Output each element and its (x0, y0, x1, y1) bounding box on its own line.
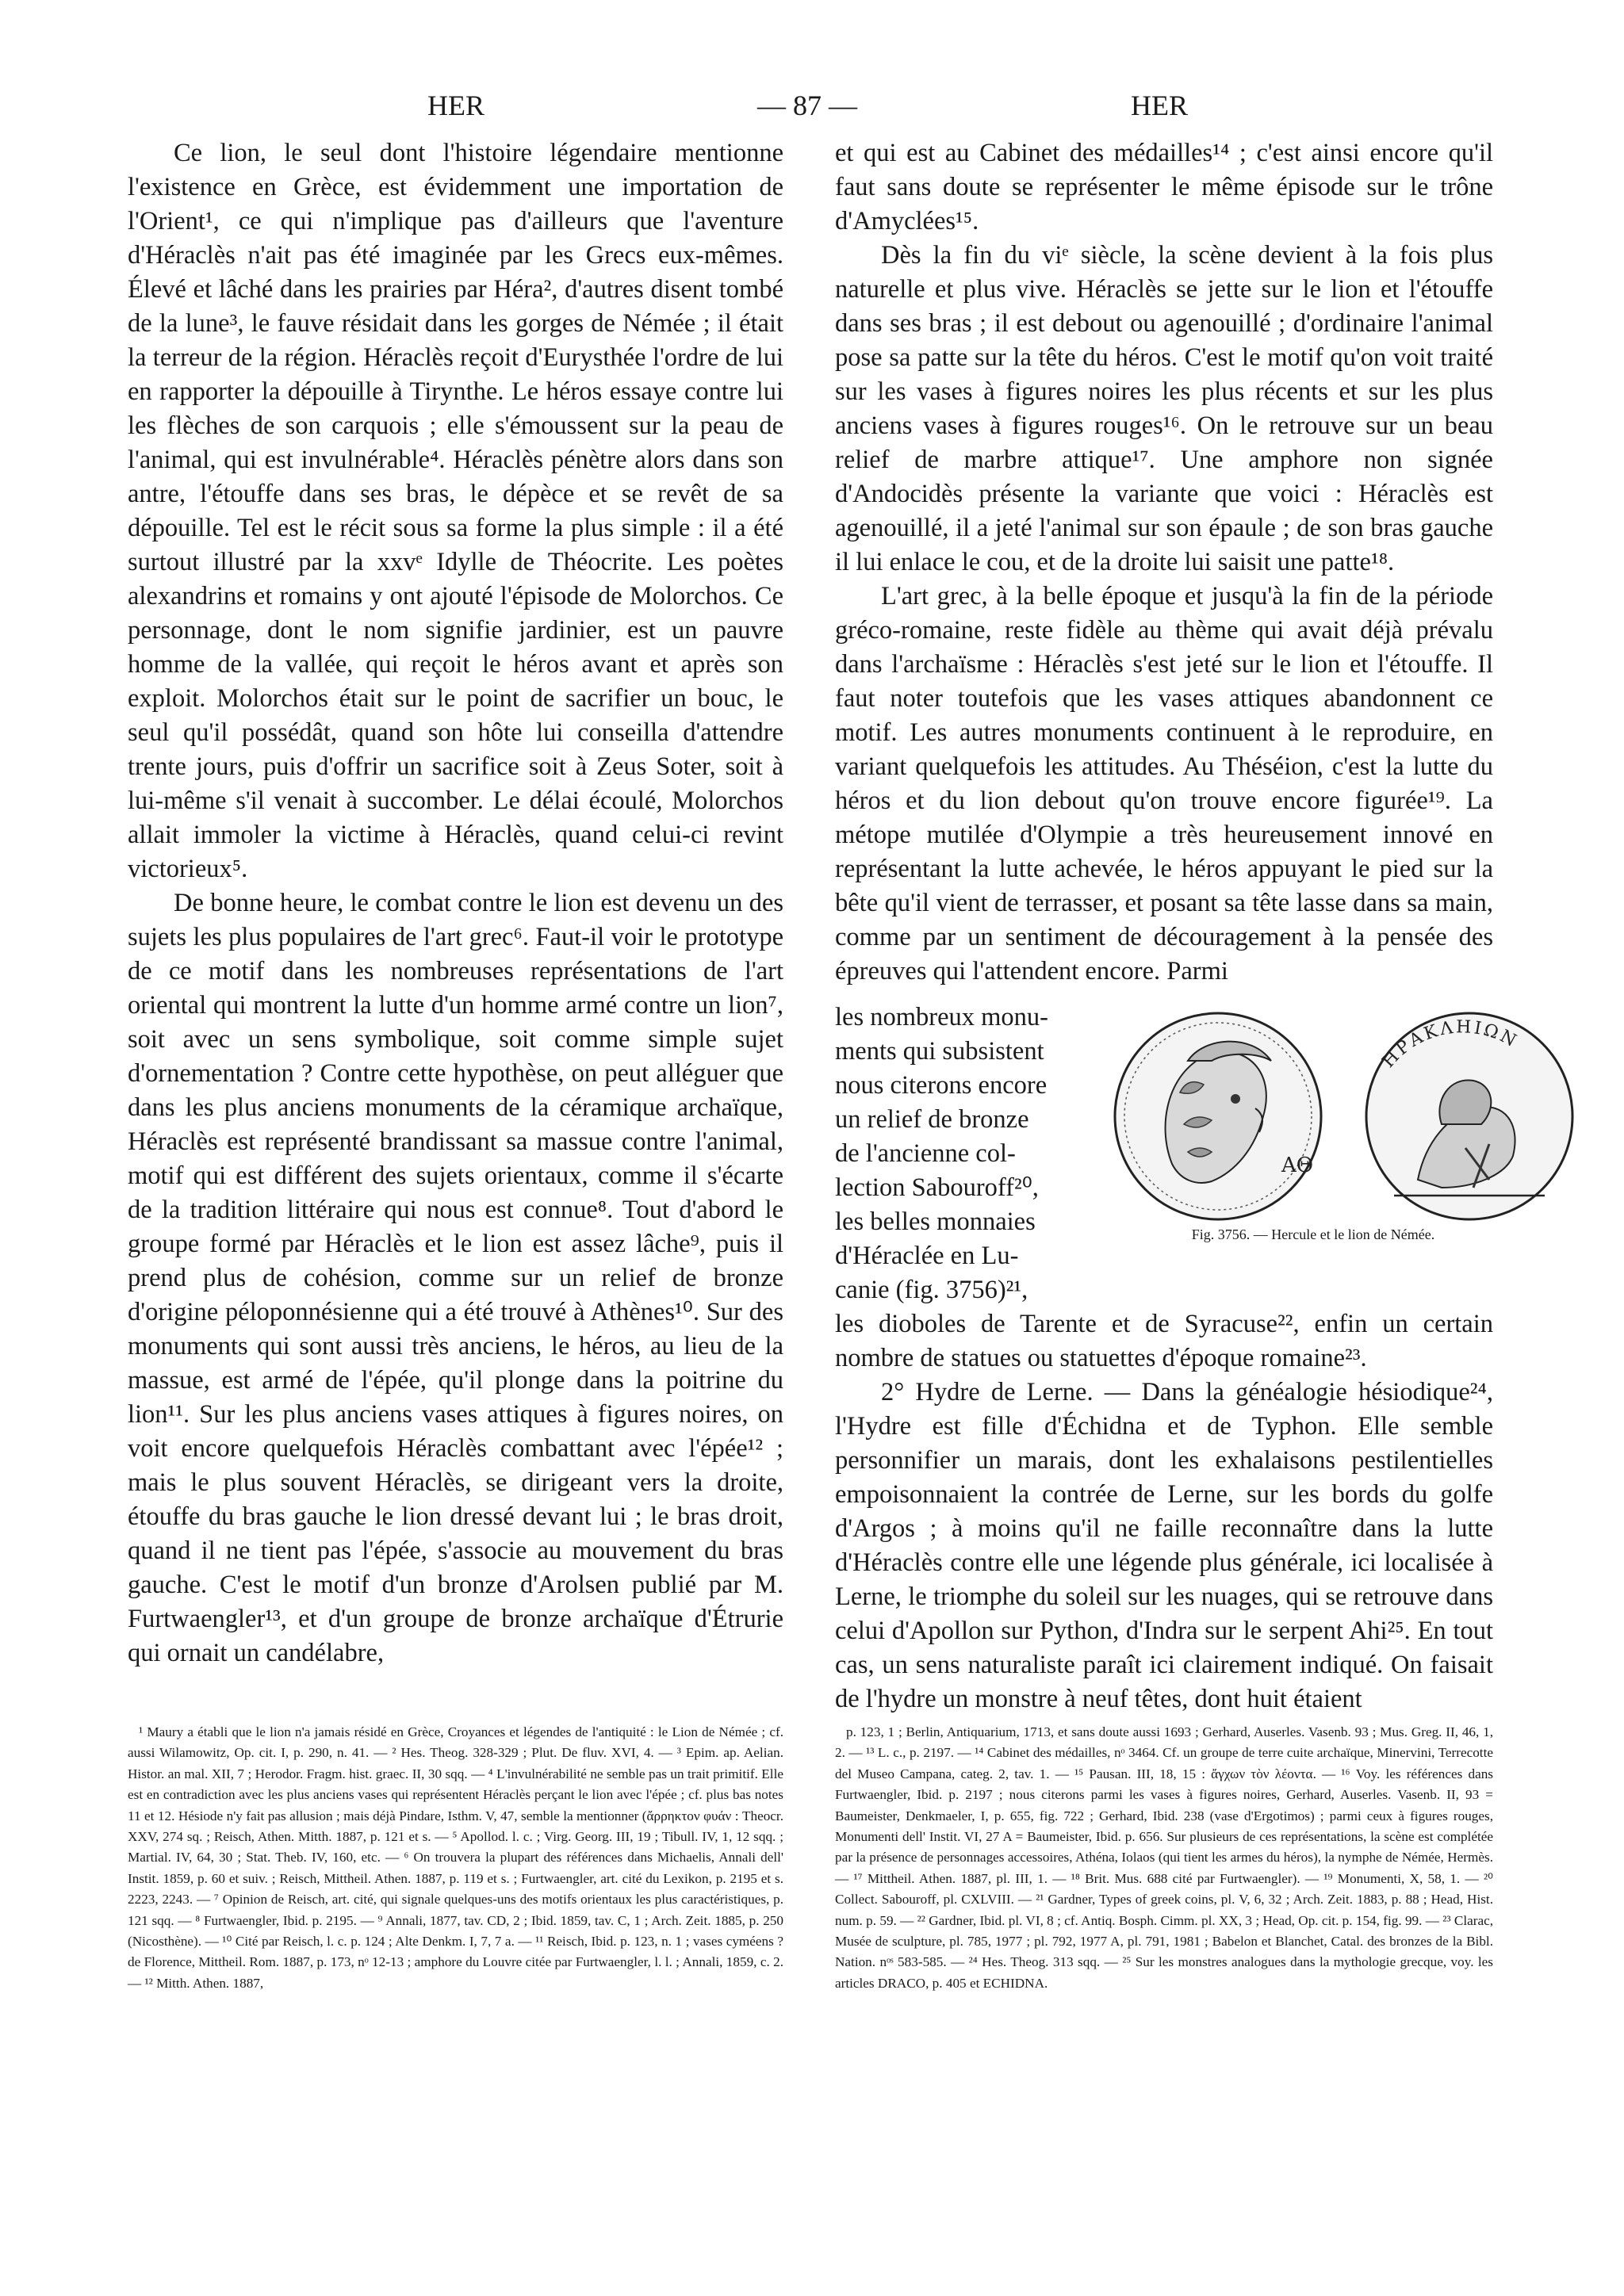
right-column-top (835, 136, 1493, 989)
footnotes-right (835, 1722, 1493, 1994)
reverse-coin (1366, 1013, 1572, 1219)
wrap-line: d'Héraclée en Lu- (835, 1242, 1019, 1270)
figure-wrap-text (835, 1001, 1089, 1307)
footnotes-right-text: p. 123, 1 ; Berlin, Antiquarium, 1713, et sans doute aussi 1693 ; Gerhard, Auserles. Vasenb. 93 ; Mus. Greg. II, 46, 1, 2. — ¹³ L. c., p. 2197. — ¹⁴ Cabinet des médailles, nᵒ 3464. Cf. un groupe de terre cuite archaïque, Minervini, Terrecotte del Museo Campana, categ. 2, tav. 1. — ¹⁵ Pausan. III, 18, 15 : ἄγχων τὸν λέοντα. — ¹⁶ Voy. les références dans Furtwaengler, Ibid. p. 2197 ; nous citerons parmi les vases à figures noires, Gerhard, Auserles. Vasenb. II, 93 = Baumeister, Denkmaeler, I, p. 655, fig. 722 ; Gerhard, Ibid. 238 (vase d'Ergotimos) ; parmi ceux à figures rouges, Monumenti dell' Instit. VI, 27 A = Baumeister, Ibid. p. 656. Sur plusieurs de ces représentations, la scène est complétée par la présence de personnages accessoires, Athéna, Iolaos (qui tient les armes du héros), la nymphe de Némée, Hermès. — ¹⁷ Mittheil. Athen. 1887, pl. III, 1. — ¹⁸ Brit. Mus. 688 cité par Furtwaengler). — ¹⁹ Monumenti, X, 58, 1. — ²⁰ Collect. Sabouroff, pl. CXLVIII. — ²¹ Gardner, Types of greek coins, pl. V, 6, 32 ; Arch. Zeit. 1883, p. 88 ; Head, Hist. num. p. 59. — ²² Gardner, Ibid. pl. VI, 8 ; cf. Antiq. Bosph. Cimm. pl. XX, 3 ; Head, Op. cit. p. 154, fig. 99. — ²³ Clarac, Musée de sculpture, pl. 785, 1977 ; pl. 792, 1977 A, pl. 791, 1981 ; Babelon et Blanchet, Catal. des bronzes de la Bibl. Nation. nᵒˢ 583-585. — ²⁴ Hes. Theog. 313 sqq. — ²⁵ Sur les monstres analogues dans la mythologie grecque, voy. les articles DRACO, p. 405 et ECHIDNA. (835, 1724, 1493, 1991)
right-paragraph-1: et qui est au Cabinet des médailles¹⁴ ; c'est ainsi encore qu'il faut sans doute se représenter le même épisode sur le trône d'Amyclées¹⁵. (835, 139, 1493, 235)
right-paragraph-2: Dès la fin du viᵉ siècle, la scène devient à la fois plus naturelle et plus vive. Héraclès se jette sur le lion et l'étouffe dans ses bras ; il est debout ou agenouillé ; d'ordinaire l'animal pose sa patte sur la tête du héros. C'est le motif qu'on voit traité sur les vases à figures noires les plus récents et sur les plus anciens vases à figures rouges¹⁶. On le retrouve sur un beau relief de marbre attique¹⁷. Une amphore non signée d'Andocidès présente la variante que voici : Héraclès est agenouillé, il a jeté l'animal sur son épaule ; de son bras gauche il lui enlace le cou, et de la droite lui saisit une patte¹⁸. (835, 241, 1493, 576)
left-column (128, 136, 783, 1670)
obverse-letters: ΑΘ (1281, 1154, 1314, 1177)
running-head-right: HER (1131, 90, 1188, 121)
figure-caption: Fig. 3756. — Hercule et le lion de Némée. (1191, 1226, 1435, 1242)
wrap-line: un relief de bronze (835, 1105, 1029, 1134)
wrap-line: ments qui subsistent (835, 1037, 1044, 1066)
right-column-bottom (835, 1307, 1493, 1716)
page-number: — 87 — (757, 90, 857, 121)
running-head-left: HER (427, 90, 485, 121)
right-paragraph-3-end: les dioboles de Tarente et de Syracuse²², enfin un certain nombre de statues ou statuettes d'époque romaine²³. (835, 1310, 1493, 1372)
right-paragraph-4: 2° Hydre de Lerne. — Dans la généalogie hésiodique²⁴, l'Hydre est fille d'Échidna et de Typhon. Elle semble personnifier un marais, dont les exhalaisons pestilentielles empoisonnaient la contrée de Lerne, sur les bords du golfe d'Argos ; à moins qu'il ne faille reconnaître dans la lutte d'Héraclès contre elle une légende plus générale, ici localisée à Lerne, le triomphe du soleil sur les nuages, qui se retrouve dans celui d'Apollon sur Python, d'Indra sur le serpent Ahi²⁵. En tout cas, un sens naturaliste paraît ici clairement indiqué. On faisait de l'hydre un monstre à neuf têtes, dont huit étaient (835, 1378, 1493, 1713)
wrap-line: les nombreux monu- (835, 1003, 1048, 1031)
coin-legend-path: ΗΡΑΚΛΗΙΩΝ (1378, 1017, 1522, 1072)
footnotes-left-text: ¹ Maury a établi que le lion n'a jamais résidé en Grèce, Croyances et légendes de l'antiquité : le Lion de Némée ; cf. aussi Wilamowitz, Op. cit. I, p. 290, n. 41. — ² Hes. Theog. 328-329 ; Plut. De fluv. XVI, 4. — ³ Epim. ap. Aelian. Histor. an mal. XII, 7 ; Herodor. Fragm. hist. graec. II, 30 sqq. — ⁴ L'invulnérabilité ne semble pas un trait primitif. Elle est en contradiction avec les plus anciens vases qui représentent Héraclès perçant le lion avec l'épée ; cf. plus bas notes 11 et 12. Hésiode n'y fait pas allusion ; mais déjà Pindare, Isthm. V, 47, semble la mentionner (ἄρρηκτον φυάν : Theocr. XXV, 274 sq. ; Reisch, Athen. Mitth. 1887, p. 121 et s. — ⁵ Apollod. l. c. ; Virg. Georg. III, 19 ; Tibull. IV, 1, 12 sqq. ; Martial. IV, 64, 30 ; Stat. Theb. IV, 160, etc. — ⁶ On trouvera la plupart des références dans Michaelis, Annali dell' Instit. 1859, p. 60 et suiv. ; Reisch, Mittheil. Athen. 1887, p. 119 et s. ; Furtwaengler, art. cité du Lexikon, p. 2195 et s. 2223, 2243. — ⁷ Opinion de Reisch, art. cité, qui signale quelques-uns des motifs orientaux les plus caractéristiques, p. 121 sqq. — ⁸ Furtwaengler, Ibid. p. 2195. — ⁹ Annali, 1877, tav. CD, 2 ; Ibid. 1859, tav. C, 1 ; Arch. Zeit. 1885, p. 250 (Nicosthène). — ¹⁰ Cité par Reisch, l. c. p. 124 ; Alte Denkm. I, 7, 7 a. — ¹¹ Reisch, Ibid. p. 123, n. 1 ; vases cyméens ? de Florence, Mittheil. Rom. 1887, p. 173, nᵒ 12-13 ; amphore du Louvre citée par Furtwaengler, l. l. ; Annali, 1859, c. 2. — ¹² Mitth. Athen. 1887, (128, 1724, 783, 1991)
coin-illustration (1093, 1005, 1600, 1227)
wrap-line: canie (fig. 3756)²¹, (835, 1276, 1028, 1304)
left-paragraph-2: De bonne heure, le combat contre le lion est devenu un des sujets les plus populaires de l'art grec⁶. Faut-il voir le prototype de ce motif dans les nombreuses représentations de l'art oriental qui montrent la lutte d'un homme armé contre un lion⁷, soit avec un sens symbolique, soit comme simple sujet d'ornementation ? Contre cette hypothèse, on peut alléguer que dans les plus anciens monuments de la céramique archaïque, Héraclès est représenté brandissant sa massue contre l'animal, motif qui est différent des sujets orientaux, comme il s'écarte de la tradition littéraire qui nous est connue⁸. Tout d'abord le groupe formé par Héraclès et le lion est assez lâche⁹, puis il prend plus de cohésion, comme sur un relief de bronze d'origine péloponnésienne qui a été trouvé à Athènes¹⁰. Sur des monuments qui sont aussi très anciens, le héros, au lieu de la massue, est armé de l'épée, qu'il plonge dans la poitrine du lion¹¹. Sur les plus anciens vases attiques à figures noires, on voit encore quelquefois Héraclès combattant avec l'épée¹² ; mais le plus souvent Héraclès, se dirigeant vers la droite, étouffe du bras gauche le lion dressé devant lui ; le bras droit, quand il ne tient pas l'épée, s'associe au mouvement du bras gauche. C'est le motif d'un bronze d'Arolsen publié par M. Furtwaengler¹³, et d'un groupe de bronze archaïque d'Étrurie qui ornait un candélabre, (128, 889, 783, 1667)
wrap-line: lection Sabouroff²⁰, (835, 1173, 1039, 1202)
obverse-coin (1115, 1013, 1321, 1219)
left-paragraph-1: Ce lion, le seul dont l'histoire légendaire mentionne l'existence en Grèce, est évidemment une importation de l'Orient¹, ce qui n'implique pas d'ailleurs que l'aventure d'Héraclès n'ait pas été imaginée par les Grecs eux-mêmes. Élevé et lâché dans les prairies par Héra², d'autres disent tombé de la lune³, le fauve résidait dans les gorges de Némée ; il était la terreur de la région. Héraclès reçoit d'Eurysthée l'ordre de lui en rapporter la dépouille à Tirynthe. Le héros essaye contre lui les flèches de son carquois ; elle s'émoussent sur la peau de l'animal, qui est invulnérable⁴. Héraclès pénètre alors dans son antre, l'étouffe dans ses bras, le dépèce et se revêt de sa dépouille. Tel est le récit sous sa forme la plus simple : il a été surtout illustré par la xxvᵉ Idylle de Théocrite. Les poètes alexandrins et romains y ont ajouté l'épisode de Molorchos. Ce personnage, dont le nom signifie jardinier, est un pauvre homme de la vallée, qui reçoit le héros avant et après son exploit. Molorchos était sur le point de sacrifier un bouc, le seul qu'il possédât, quand son hôte lui conseilla d'attendre trente jours, puis d'offrir un sacrifice soit à Zeus Soter, soit à lui-même s'il venait à succomber. Le délai écoulé, Molorchos allait immoler la victime à Héraclès, quand celui-ci revint victorieux⁵. (128, 139, 783, 883)
wrap-line: nous citerons encore (835, 1071, 1048, 1100)
footnotes-left (128, 1722, 783, 1994)
right-paragraph-3: L'art grec, à la belle époque et jusqu'à la fin de la période gréco-romaine, reste fidèle au thème qui avait déjà prévalu dans l'archaïsme : Héraclès s'est jeté sur le lion et l'étouffe. Il faut noter toutefois que les vases attiques abandonnent ce motif. Les autres monuments continuent à le reproduire, en variant quelquefois les attitudes. Au Théséion, c'est la lutte du héros et du lion debout qu'on trouve encore figurée¹⁹. La métope mutilée d'Olympie a très heureusement innové en représentant la lutte achevée, le héros appuyant le pied sur la bête qu'il vient de terrasser, et posant sa tête lasse dans sa main, comme par un sentiment de découragement à la pensée des épreuves qui l'attendent encore. Parmi (835, 582, 1493, 985)
wrap-line: de l'ancienne col- (835, 1139, 1016, 1168)
wrap-line: les belles monnaies (835, 1207, 1036, 1236)
